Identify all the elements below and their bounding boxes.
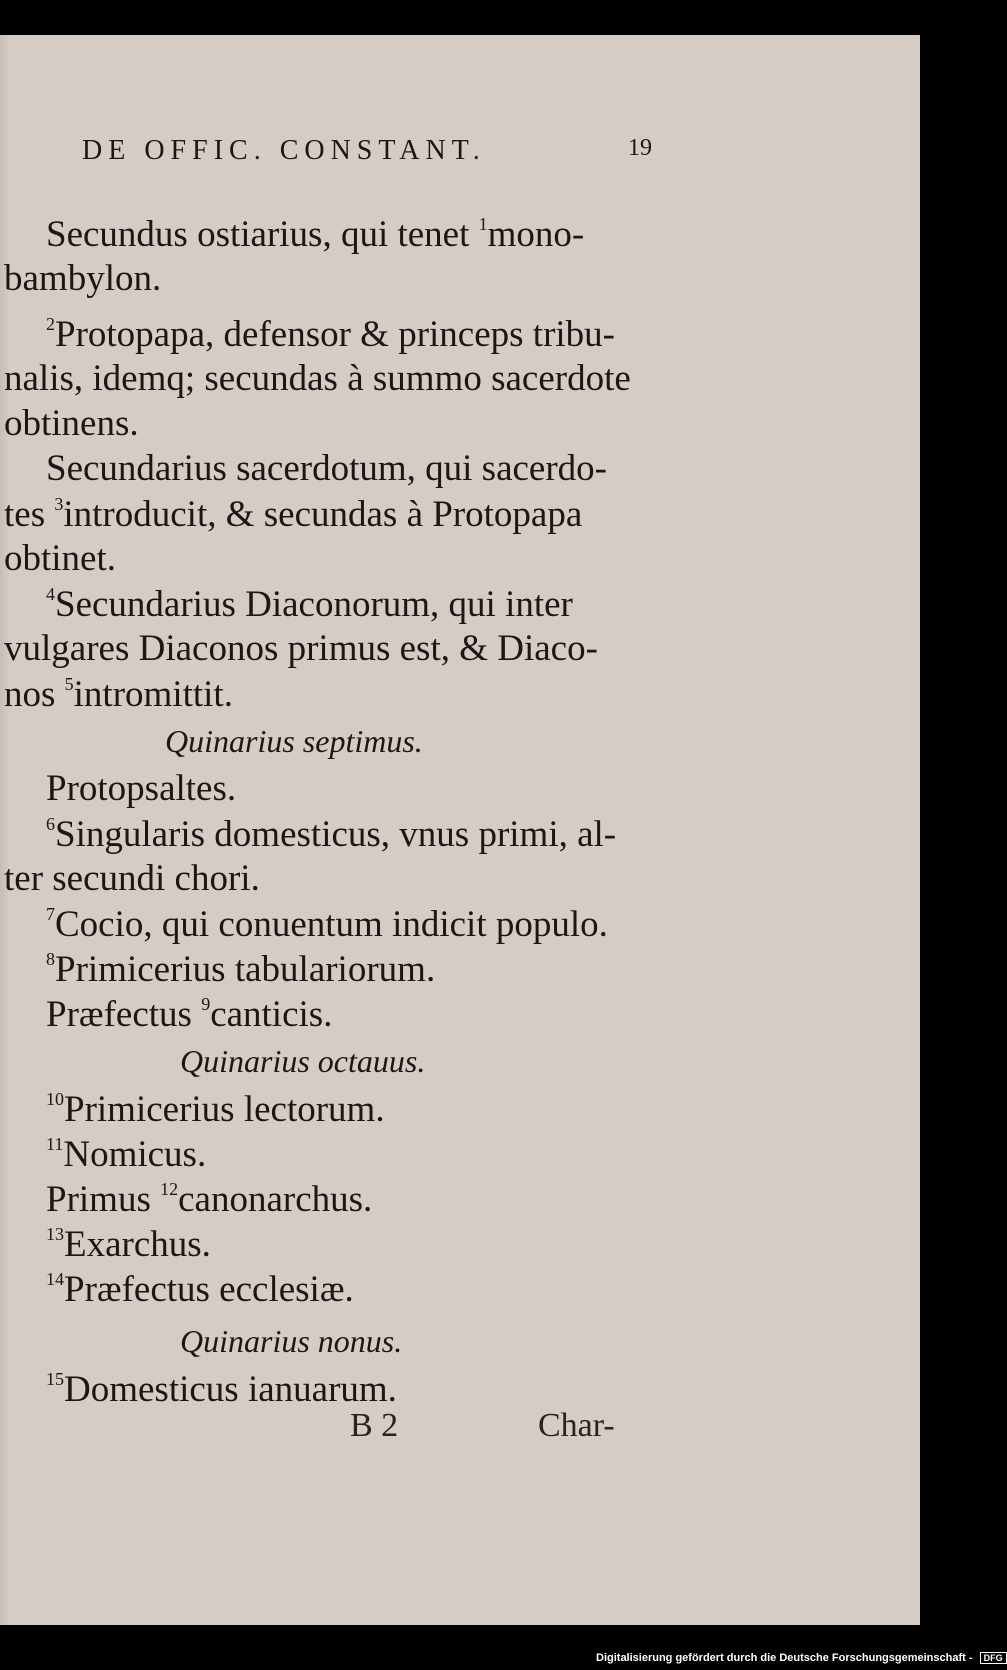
text-line bbox=[46, 315, 615, 353]
line-text: Præfectus ecclesiæ. bbox=[64, 1269, 354, 1310]
line-text: canonarchus. bbox=[178, 1179, 373, 1220]
line-text: nos bbox=[4, 674, 65, 715]
text-line bbox=[4, 495, 582, 533]
line-text: vulgares Diaconos primus est, & Diaco- bbox=[4, 628, 598, 669]
line-text: Singularis domesticus, vnus primi, al- bbox=[55, 814, 617, 855]
text-line bbox=[46, 770, 236, 807]
footnote-marker: 11 bbox=[46, 1134, 64, 1154]
line-text: ter secundi chori. bbox=[4, 858, 260, 899]
text-line bbox=[4, 260, 161, 297]
text-line bbox=[46, 995, 332, 1033]
text-line bbox=[46, 1370, 397, 1408]
line-text: Cocio, qui conuentum indicit populo. bbox=[55, 904, 608, 945]
text-line bbox=[4, 675, 233, 713]
line-text: obtinet. bbox=[4, 538, 117, 579]
text-line bbox=[4, 860, 260, 897]
footnote-marker: 4 bbox=[46, 584, 55, 604]
credit-text: Digitalisierung gefördert durch die Deutsche Forschungsgemeinschaft - bbox=[596, 1652, 973, 1664]
line-text: tes bbox=[4, 494, 55, 535]
line-text: mono- bbox=[487, 214, 585, 255]
text-line bbox=[46, 215, 584, 253]
footnote-marker: 13 bbox=[46, 1224, 64, 1244]
footnote-marker: 10 bbox=[46, 1089, 64, 1109]
text-line bbox=[4, 405, 139, 442]
credit-line bbox=[596, 1652, 1007, 1664]
text-line bbox=[4, 540, 116, 577]
line-text: Protopapa, defensor & princeps tribu- bbox=[55, 314, 615, 355]
catchword: Char- bbox=[538, 1407, 615, 1444]
line-text: Quinarius octauus. bbox=[180, 1043, 426, 1079]
text-line bbox=[46, 1135, 206, 1173]
line-text: Exarchus. bbox=[64, 1224, 211, 1265]
text-line bbox=[46, 1270, 354, 1308]
section-heading bbox=[180, 1325, 402, 1357]
line-text: Secundus ostiarius, qui tenet bbox=[46, 214, 479, 255]
text-line bbox=[46, 450, 607, 487]
line-text: Domesticus ianuarum. bbox=[64, 1369, 397, 1410]
text-line bbox=[46, 585, 573, 623]
footnote-marker: 9 bbox=[201, 994, 211, 1014]
footnote-marker: 15 bbox=[46, 1369, 64, 1389]
footnote-marker: 8 bbox=[46, 949, 55, 969]
line-text: Primicerius lectorum. bbox=[64, 1089, 385, 1130]
text-line bbox=[46, 815, 616, 853]
text-line bbox=[4, 630, 598, 667]
line-text: Quinarius nonus. bbox=[180, 1323, 403, 1359]
line-text: introducit, & secundas à Protopapa bbox=[63, 494, 583, 535]
page-number: 19 bbox=[628, 135, 652, 161]
footnote-marker: 1 bbox=[478, 214, 488, 234]
line-text: Secundarius Diaconorum, qui inter bbox=[55, 584, 573, 625]
text-line bbox=[46, 1225, 211, 1263]
footnote-marker: 5 bbox=[64, 674, 74, 694]
line-text: obtinens. bbox=[4, 403, 139, 444]
line-text: Quinarius septimus. bbox=[165, 723, 423, 759]
footnote-marker: 3 bbox=[54, 494, 64, 514]
footnote-marker: 7 bbox=[46, 904, 55, 924]
text-line bbox=[46, 1090, 385, 1128]
section-heading bbox=[180, 1045, 425, 1077]
line-text: nalis, idemq; secundas à summo sacerdote bbox=[4, 358, 631, 399]
text-line bbox=[4, 360, 631, 397]
footnote-marker: 2 bbox=[46, 314, 55, 334]
line-text: Nomicus. bbox=[63, 1134, 207, 1175]
line-text: Primicerius tabulariorum. bbox=[55, 949, 436, 990]
text-line bbox=[46, 950, 435, 988]
text-line bbox=[46, 1180, 372, 1218]
footnote-marker: 14 bbox=[46, 1269, 64, 1289]
line-text: Secundarius sacerdotum, qui sacerdo- bbox=[46, 448, 607, 489]
book-page bbox=[0, 35, 920, 1625]
line-text: bambylon. bbox=[4, 258, 162, 299]
line-text: Præfectus bbox=[46, 994, 202, 1035]
signature-mark: B 2 bbox=[350, 1407, 399, 1444]
line-text: Protopsaltes. bbox=[46, 768, 237, 809]
header-title: DE OFFIC. CONSTANT. bbox=[82, 135, 486, 166]
running-header bbox=[82, 135, 652, 175]
dfg-logo: DFG bbox=[980, 1652, 1007, 1664]
footnote-marker: 6 bbox=[46, 814, 55, 834]
section-heading bbox=[165, 725, 423, 757]
text-line bbox=[46, 905, 608, 943]
line-text: canticis. bbox=[210, 994, 333, 1035]
line-text: Primus bbox=[46, 1179, 161, 1220]
footnote-marker: 12 bbox=[160, 1179, 179, 1199]
line-text: intromittit. bbox=[73, 674, 233, 715]
